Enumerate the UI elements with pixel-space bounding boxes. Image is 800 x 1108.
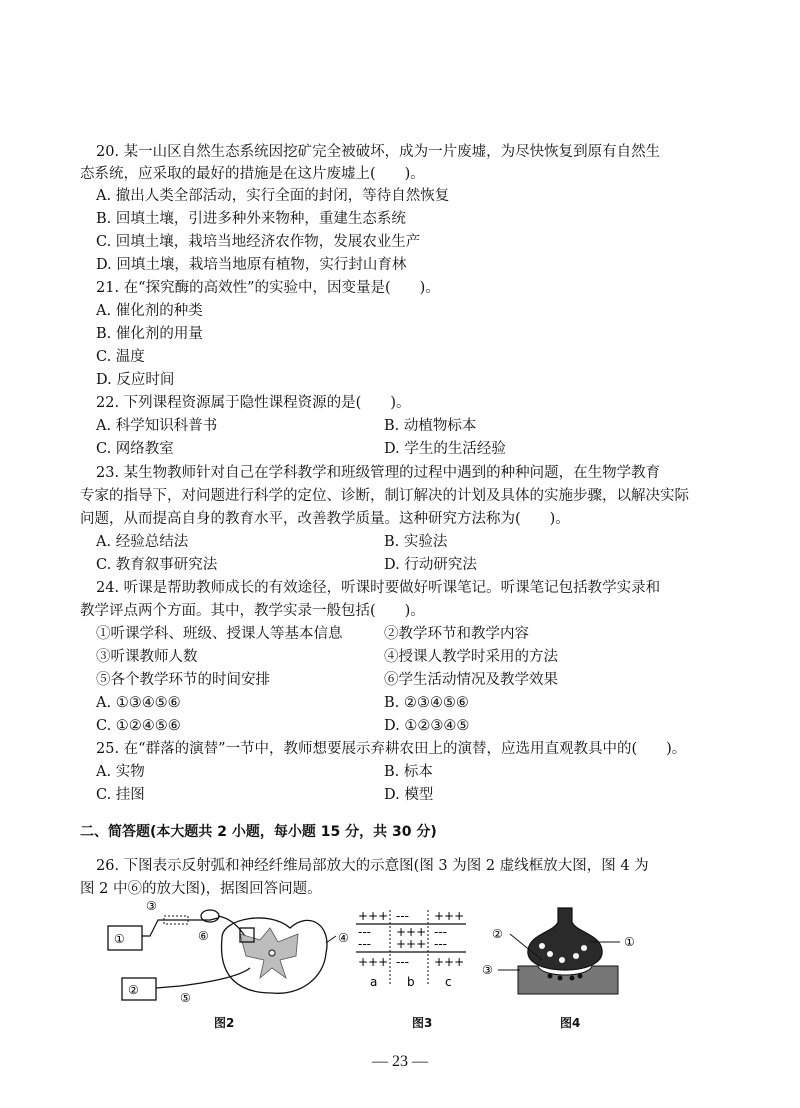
- q24-option-d: D. ①②③④⑤: [384, 718, 470, 734]
- fig4-caption: 图4: [560, 1016, 581, 1030]
- figure-3-nerve-fiber: [350, 906, 470, 996]
- q23-stem-line2: 专家的指导下，对问题进行科学的定位、诊断，制订解决的计划及具体的实施步骤，以解决实际: [80, 488, 689, 504]
- q24-stem-line1: 24. 听课是帮助教师成长的有效途径，听课时要做好听课笔记。听课笔记包括教学实录和: [96, 580, 661, 596]
- fig2-label-1: ①: [114, 932, 125, 946]
- fig3-r4-left: +++: [358, 955, 389, 969]
- fig3-r3-right: ---: [434, 937, 447, 951]
- fig3-r1-mid: ---: [396, 909, 409, 923]
- q21-stem: 21. 在“探究酶的高效性”的实验中，因变量是( )。: [96, 280, 440, 296]
- q23-stem-line1: 23. 某生物教师针对自己在学科教学和班级管理的过程中遇到的种种问题，在生物学教育: [96, 465, 661, 481]
- fig4-label-2: ②: [492, 927, 503, 941]
- q22-option-c: C. 网络教室: [96, 441, 174, 457]
- fig3-axis-c: c: [445, 975, 452, 989]
- q26-stem-line1: 26. 下图表示反射弧和神经纤维局部放大的示意图(图 3 为图 2 虚线框放大图，图 4 为: [96, 858, 649, 874]
- q25-option-a: A. 实物: [96, 764, 145, 780]
- q24-option-a: A. ①③④⑤⑥: [96, 695, 181, 711]
- fig4-label-3: ③: [482, 963, 493, 977]
- fig3-r2-mid: +++: [396, 925, 427, 939]
- q24-option-b: B. ②③④⑤⑥: [384, 695, 469, 711]
- q23-option-c: C. 教育叙事研究法: [96, 557, 218, 573]
- fig3-r2-left: ---: [358, 925, 371, 939]
- fig2-label-6: ⑥: [198, 929, 209, 943]
- q21-option-c: C. 温度: [96, 349, 145, 365]
- q20-stem-line1: 20. 某一山区自然生态系统因挖矿完全被破坏，成为一片废墟，为尽快恢复到原有自然生: [96, 144, 661, 160]
- fig4-presynaptic-terminal: [528, 908, 602, 970]
- q23-option-a: A. 经验总结法: [96, 534, 189, 550]
- q22-stem: 22. 下列课程资源属于隐性课程资源的是( )。: [96, 395, 411, 411]
- q21-option-b: B. 催化剂的用量: [96, 326, 203, 342]
- q20-option-d: D. 回填土壤，栽培当地原有植物，实行封山育林: [96, 257, 407, 273]
- fig3-caption: 图3: [412, 1016, 433, 1030]
- q25-option-c: C. 挂图: [96, 787, 145, 803]
- fig3-r1-right: +++: [434, 909, 465, 923]
- fig3-r1-left: +++: [358, 909, 389, 923]
- figure-4-synapse: [480, 904, 650, 1004]
- q24-item-1: ①听课学科、班级、授课人等基本信息: [96, 626, 343, 642]
- q22-option-a: A. 科学知识科普书: [96, 418, 218, 434]
- fig3-axis-b: b: [407, 975, 415, 989]
- fig2-label-4: ④: [338, 931, 349, 945]
- fig2-label-5: ⑤: [180, 991, 191, 1005]
- q24-item-5: ⑤各个教学环节的时间安排: [96, 672, 270, 688]
- q23-option-d: D. 行动研究法: [384, 557, 477, 573]
- section-heading: 二、简答题(本大题共 2 小题，每小题 15 分，共 30 分): [80, 824, 437, 840]
- q25-stem: 25. 在“群落的演替”一节中，教师想要展示弃耕农田上的演替，应选用直观教具中的( )。: [96, 741, 687, 757]
- q20-option-a: A. 撤出人类全部活动，实行全面的封闭，等待自然恢复: [96, 188, 450, 204]
- q23-stem-line3: 问题，从而提高自身的教育水平，改善教学质量。这种研究方法称为( )。: [80, 511, 570, 527]
- q22-option-b: B. 动植物标本: [384, 418, 477, 434]
- q24-item-4: ④授课人教学时采用的方法: [384, 649, 558, 665]
- q20-stem-line2: 态系统，应采取的最好的措施是在这片废墟上( )。: [80, 166, 425, 182]
- fig4-label-1: ①: [624, 935, 635, 949]
- q20-option-b: B. 回填土壤，引进多种外来物种，重建生态系统: [96, 211, 406, 227]
- q24-stem-line2: 教学评点两个方面。其中，教学实录一般包括( )。: [80, 603, 425, 619]
- q24-option-c: C. ①②④⑤⑥: [96, 718, 181, 734]
- q24-item-2: ②教学环节和教学内容: [384, 626, 529, 642]
- page-number: — 23 —: [372, 1053, 428, 1070]
- fig3-r4-mid: ---: [396, 955, 409, 969]
- fig3-r2-right: ---: [434, 925, 447, 939]
- fig2-label-2: ②: [128, 983, 139, 997]
- q25-option-b: B. 标本: [384, 764, 433, 780]
- q21-option-a: A. 催化剂的种类: [96, 303, 203, 319]
- q24-item-3: ③听课教师人数: [96, 649, 198, 665]
- figure-2-reflex-arc: [100, 898, 360, 1008]
- fig3-r4-right: +++: [434, 955, 465, 969]
- q22-option-d: D. 学生的生活经验: [384, 441, 506, 457]
- fig2-caption: 图2: [214, 1016, 235, 1030]
- q24-item-6: ⑥学生活动情况及教学效果: [384, 672, 558, 688]
- q25-option-d: D. 模型: [384, 787, 434, 803]
- fig3-r3-mid: +++: [396, 937, 427, 951]
- fig3-r3-left: ---: [358, 937, 371, 951]
- fig3-axis-a: a: [370, 975, 378, 989]
- q21-option-d: D. 反应时间: [96, 372, 175, 388]
- fig2-label-3: ③: [146, 899, 157, 913]
- q20-option-c: C. 回填土壤，栽培当地经济农作物，发展农业生产: [96, 234, 421, 250]
- q26-stem-line2: 图 2 中⑥的放大图)，据图回答问题。: [80, 881, 322, 897]
- q23-option-b: B. 实验法: [384, 534, 448, 550]
